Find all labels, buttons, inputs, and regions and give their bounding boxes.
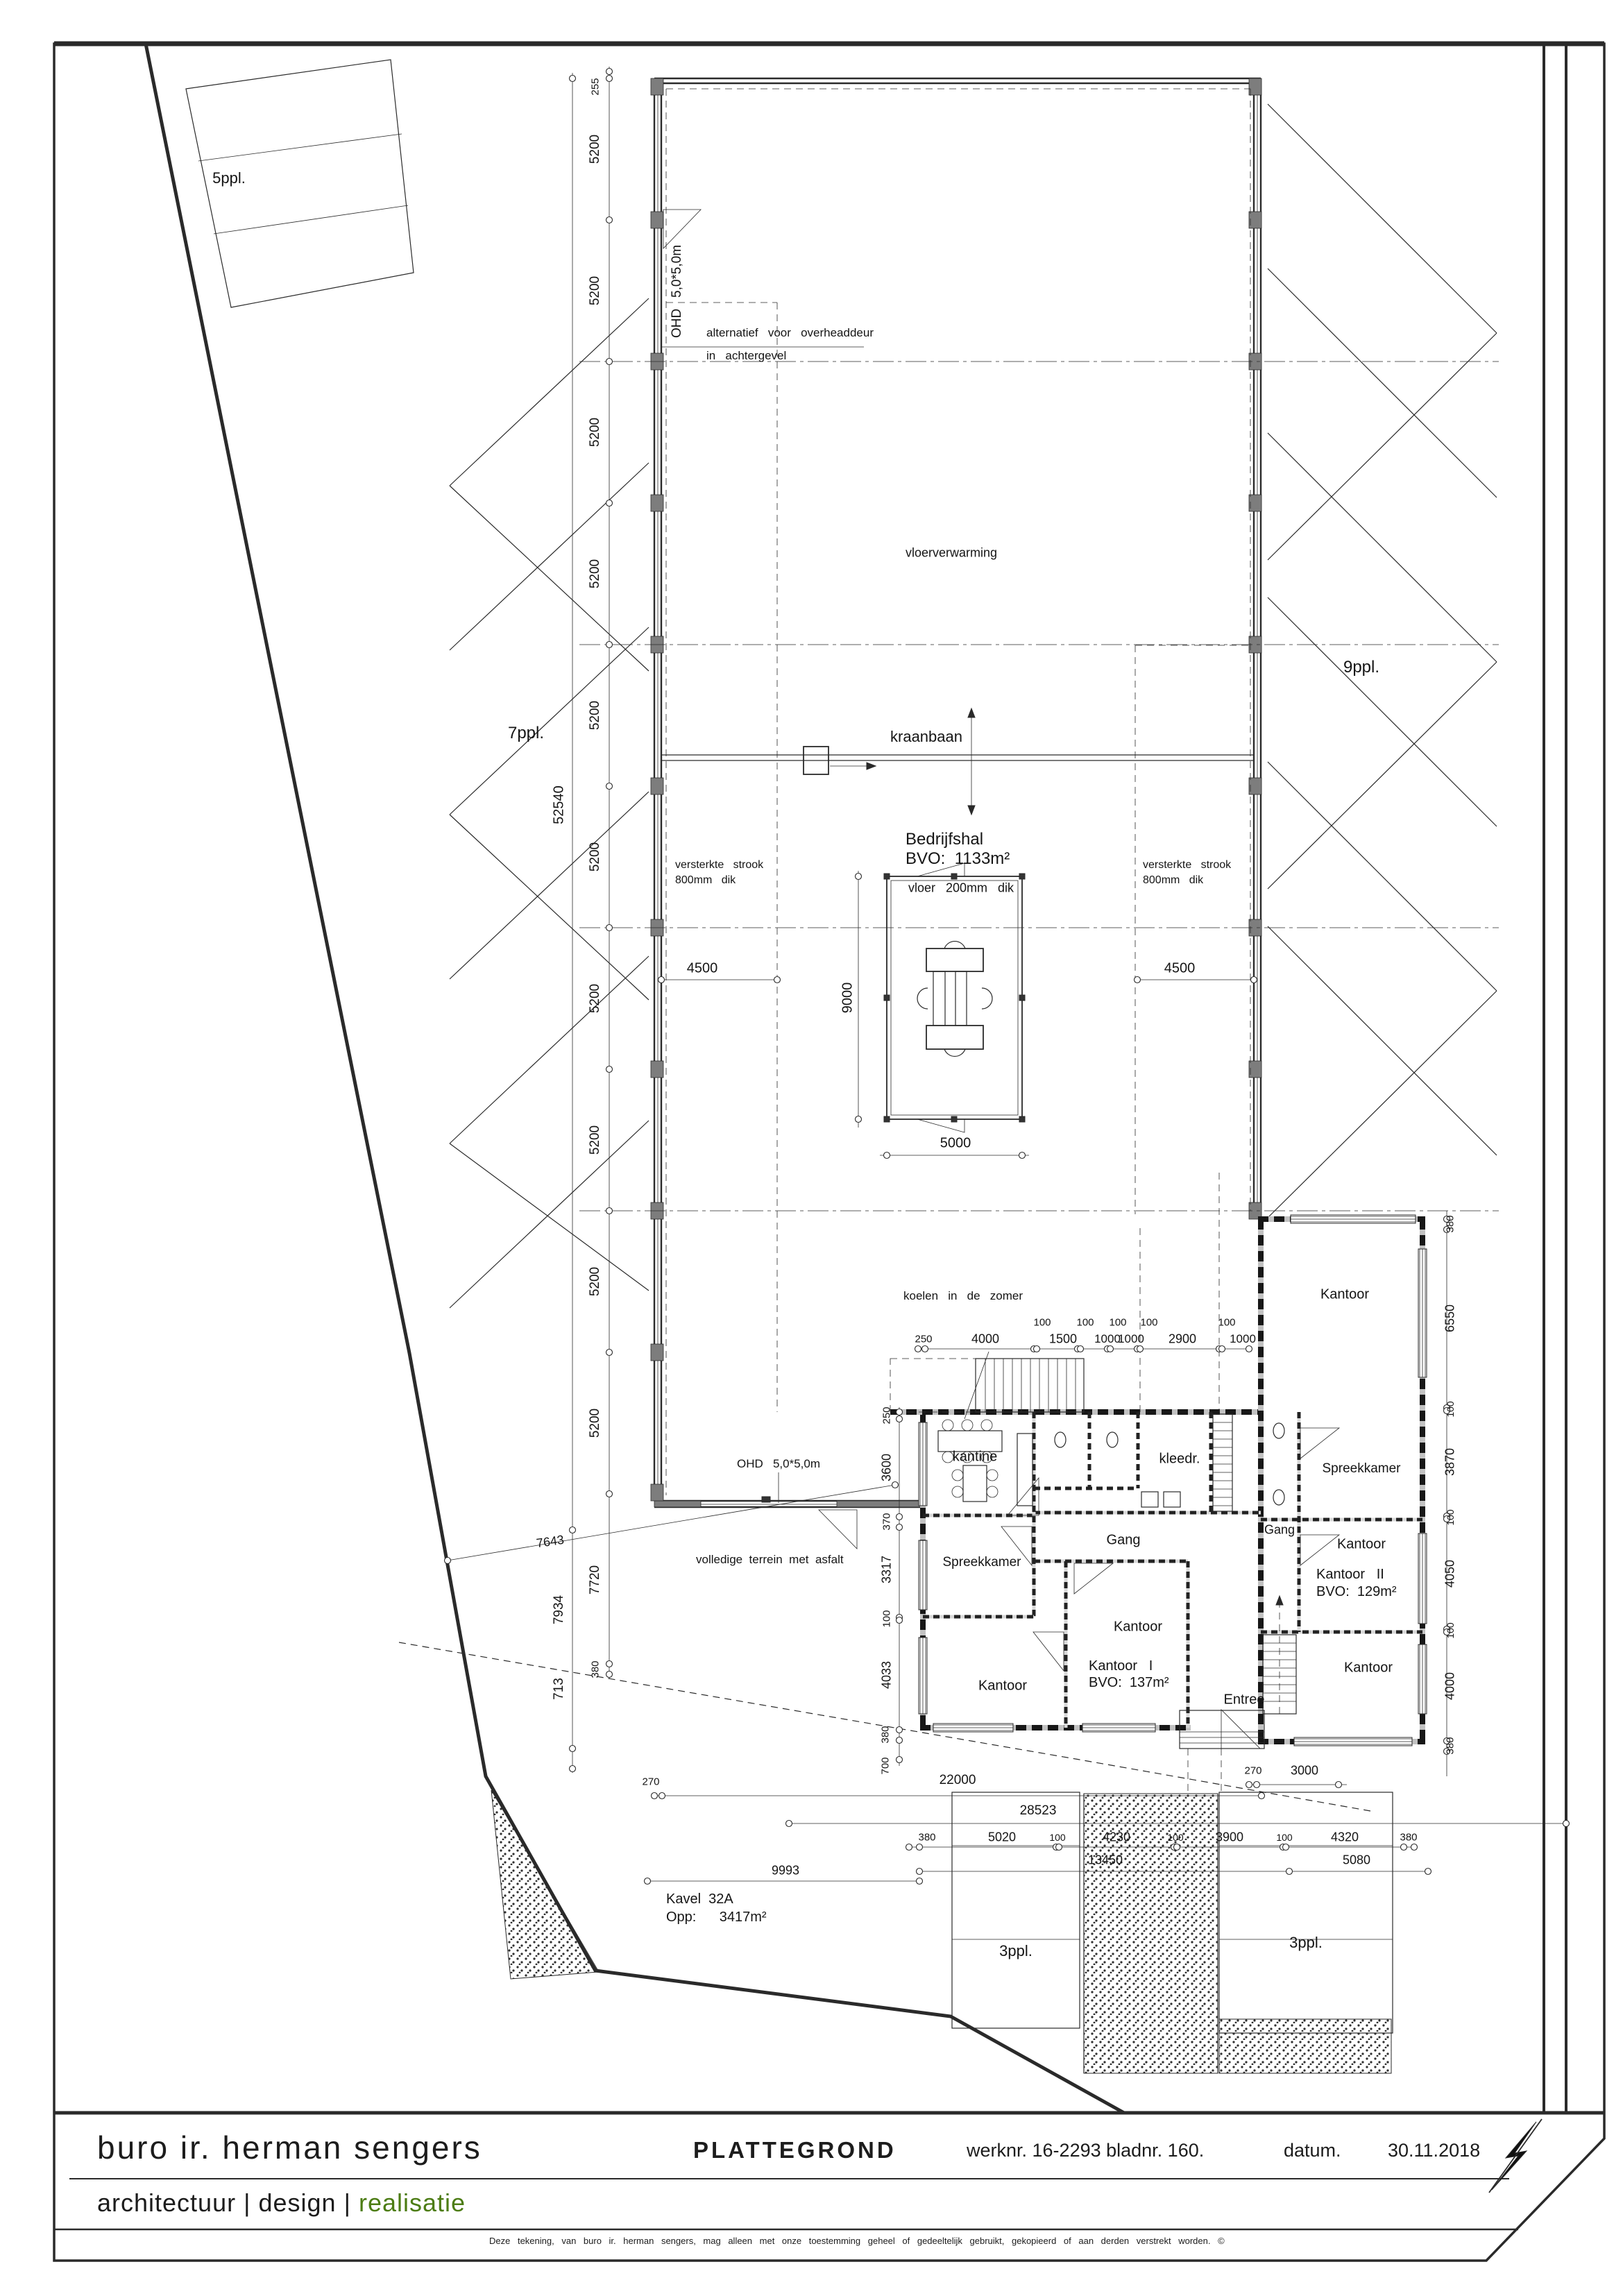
dim-5080: 5080	[1342, 1853, 1371, 1867]
room-kleedr: kleedr.	[1159, 1451, 1200, 1467]
dim-100-c1: 100	[881, 1610, 893, 1628]
terrain-note: volledige terrein met asfalt	[696, 1553, 844, 1566]
dim-3000: 3000	[1290, 1763, 1319, 1778]
room-kantoor-bottom-right: Kantoor	[1343, 1660, 1393, 1676]
dim-4050: 4050	[1443, 1559, 1457, 1588]
dim-380-c: 380	[879, 1726, 892, 1744]
hall-columns	[651, 78, 1261, 1501]
dim-100-r1: 100	[1445, 1401, 1456, 1418]
dim-5200-7: 5200	[588, 983, 602, 1014]
floor-heating-label: vloerverwarming	[905, 545, 998, 560]
dim-380-r2: 380	[1444, 1737, 1456, 1755]
wing-stairs	[1263, 1596, 1296, 1714]
dim-100-b3: 100	[1276, 1832, 1293, 1843]
tagline-design: design	[258, 2188, 337, 2217]
dim-4500-left: 4500	[686, 960, 718, 976]
dim-250-h: 250	[915, 1333, 933, 1345]
dim-4230: 4230	[1102, 1830, 1131, 1844]
dim-28523: 28523	[1019, 1803, 1057, 1818]
dim-100-t1: 100	[1033, 1316, 1051, 1329]
dim-5200-2: 5200	[588, 275, 602, 306]
work-number: werknr. 16-2293 bladnr. 160.	[967, 2140, 1205, 2161]
parking-3ppl-right-label: 3ppl.	[1289, 1934, 1323, 1951]
dim-9000: 9000	[840, 982, 856, 1014]
tagline	[97, 2188, 466, 2218]
strip-left-line2: 800mm dik	[675, 874, 736, 886]
dim-5200-4: 5200	[588, 559, 602, 589]
parking-7ppl-stalls	[450, 298, 649, 1308]
dimension-lines	[445, 67, 1570, 1885]
dim-1000-b: 1000	[1118, 1332, 1144, 1345]
parking-9ppl-label: 9ppl.	[1343, 658, 1380, 677]
room-kantoor-top-right: Kantoor	[1320, 1286, 1370, 1302]
main-stairs	[890, 1352, 1084, 1419]
dim-4000-r: 4000	[1443, 1672, 1457, 1701]
crane-label: kraanbaan	[890, 728, 962, 745]
dim-4033: 4033	[879, 1660, 894, 1690]
dim-5200-1: 5200	[588, 134, 602, 164]
dim-7934: 7934	[552, 1595, 566, 1625]
door-symbols	[663, 210, 1339, 1749]
room-kantoor-center: Kantoor	[1113, 1619, 1163, 1635]
dim-5200-10: 5200	[588, 1408, 602, 1438]
ohd-door-label-bottom: OHD 5,0*5,0m	[737, 1457, 820, 1470]
room-kantoor-right: Kantoor	[1336, 1536, 1386, 1552]
alt-door-note-line2: in achtergevel	[706, 349, 787, 362]
firm-name: buro ir. herman sengers	[97, 2129, 482, 2166]
dim-5000: 5000	[940, 1135, 971, 1151]
logo-lightning-icon	[1489, 2119, 1542, 2193]
drawing-type: PLATTEGROND	[693, 2137, 897, 2163]
machine-foundation	[884, 863, 1025, 1132]
dim-100-t3: 100	[1109, 1316, 1127, 1329]
parking-3ppl-left-label: 3ppl.	[999, 1942, 1033, 1959]
dim-52540: 52540	[551, 785, 567, 824]
tagline-realisatie: realisatie	[358, 2188, 466, 2217]
dim-1000-a: 1000	[1094, 1332, 1121, 1345]
parking-7ppl-label: 7ppl.	[507, 724, 545, 742]
dim-700: 700	[879, 1757, 892, 1775]
floor-thickness-label: vloer 200mm dik	[908, 881, 1014, 895]
dim-3600: 3600	[879, 1453, 894, 1482]
dim-380-b2: 380	[1400, 1831, 1418, 1844]
sheet-frame	[54, 44, 1604, 2261]
dim-7643: 7643	[535, 1532, 566, 1551]
date-label: datum.	[1284, 2140, 1341, 2161]
dim-4320: 4320	[1330, 1830, 1359, 1844]
parking-5ppl-label: 5ppl.	[212, 169, 246, 187]
dim-5200-8: 5200	[588, 1125, 602, 1155]
dim-100-t5: 100	[1218, 1316, 1236, 1329]
room-kantoor-bottom-left: Kantoor	[978, 1678, 1028, 1694]
dim-100-r3: 100	[1445, 1622, 1456, 1639]
strip-left-line1: versterkte strook	[675, 859, 764, 871]
dim-380-left: 380	[589, 1660, 602, 1678]
dim-250-v: 250	[881, 1406, 893, 1425]
driveway-stipple	[491, 1790, 1391, 2073]
kavel-line2: Opp: 3417m²	[666, 1910, 767, 1925]
room-spreekkamer-left: Spreekkamer	[942, 1555, 1021, 1570]
dim-3870: 3870	[1443, 1447, 1457, 1477]
dim-100-b1: 100	[1049, 1832, 1066, 1843]
dim-5200-6: 5200	[588, 842, 602, 872]
room-kantoor2-bvo: BVO: 129m²	[1316, 1584, 1397, 1599]
tagline-sep1: |	[244, 2188, 251, 2217]
dim-4500-right: 4500	[1164, 960, 1196, 976]
room-kantoor2: Kantoor II	[1316, 1567, 1384, 1582]
disclaimer: Deze tekening, van buro ir. herman sengers, mag alleen met onze toestemming geheel of gedeeltelijk gebruikt, gekopieerd of aan derden verstrekt worden. ©	[489, 2236, 1225, 2246]
date-value: 30.11.2018	[1388, 2140, 1481, 2161]
dim-270-b: 270	[1244, 1764, 1262, 1777]
parking-9ppl-stalls	[1268, 104, 1497, 1218]
strip-right-line1: versterkte strook	[1143, 859, 1232, 871]
room-spreekkamer-right: Spreekkamer	[1322, 1461, 1401, 1476]
dim-370: 370	[881, 1513, 893, 1531]
dim-3317: 3317	[879, 1555, 894, 1584]
dim-270-a: 270	[642, 1776, 660, 1788]
alt-door-note-line1: alternatief voor overheaddeur	[706, 326, 874, 339]
dim-100-t4: 100	[1140, 1316, 1158, 1329]
crane-runway	[661, 708, 1254, 815]
hall-name-label: Bedrijfshal	[906, 830, 984, 849]
room-gang-center: Gang	[1106, 1532, 1141, 1548]
room-kantoor1-bvo: BVO: 137m²	[1089, 1675, 1169, 1690]
parking-3ppl-right	[1219, 1792, 1393, 2033]
dim-22000: 22000	[939, 1773, 976, 1787]
dim-5200-9: 5200	[588, 1266, 602, 1297]
ohd-door-label-top: OHD 5,0*5,0m	[670, 244, 684, 339]
hall-bvo-label: BVO: 1133m²	[906, 849, 1010, 868]
dim-2900: 2900	[1168, 1332, 1197, 1346]
kleedr-stairs	[1213, 1414, 1232, 1511]
kavel-line1: Kavel 32A	[666, 1891, 733, 1907]
dim-9993: 9993	[771, 1863, 800, 1878]
room-gang-wing: Gang	[1264, 1522, 1295, 1537]
dim-380-r1: 380	[1444, 1215, 1456, 1233]
dim-4000-h: 4000	[971, 1332, 1000, 1346]
room-kantoor1: Kantoor I	[1089, 1658, 1153, 1674]
room-entree: Entree	[1223, 1692, 1265, 1708]
cooling-note: koelen in de zomer	[903, 1289, 1023, 1302]
dim-5200-3: 5200	[588, 417, 602, 448]
dim-6550: 6550	[1443, 1304, 1457, 1333]
dim-100-b2: 100	[1167, 1832, 1184, 1843]
dim-7720: 7720	[588, 1565, 602, 1595]
room-kantine: kantine	[952, 1449, 998, 1465]
dim-5200-5: 5200	[588, 700, 602, 731]
dim-100-t2: 100	[1076, 1316, 1094, 1329]
dim-3900: 3900	[1215, 1830, 1244, 1844]
strip-right-line2: 800mm dik	[1143, 874, 1204, 886]
dim-5020: 5020	[987, 1830, 1017, 1844]
tagline-sep2: |	[343, 2188, 351, 2217]
dim-100-r2: 100	[1445, 1509, 1456, 1526]
hall-dashed-lines	[579, 89, 1499, 1495]
dim-713: 713	[552, 1678, 566, 1700]
dim-380-b1: 380	[918, 1831, 936, 1844]
dim-1000-c: 1000	[1230, 1332, 1256, 1345]
dim-255: 255	[589, 78, 602, 96]
parking-3ppl-left	[952, 1792, 1080, 2028]
dim-1500: 1500	[1048, 1332, 1078, 1346]
tagline-architectuur: architectuur	[97, 2188, 237, 2217]
dim-13450: 13450	[1087, 1853, 1123, 1867]
